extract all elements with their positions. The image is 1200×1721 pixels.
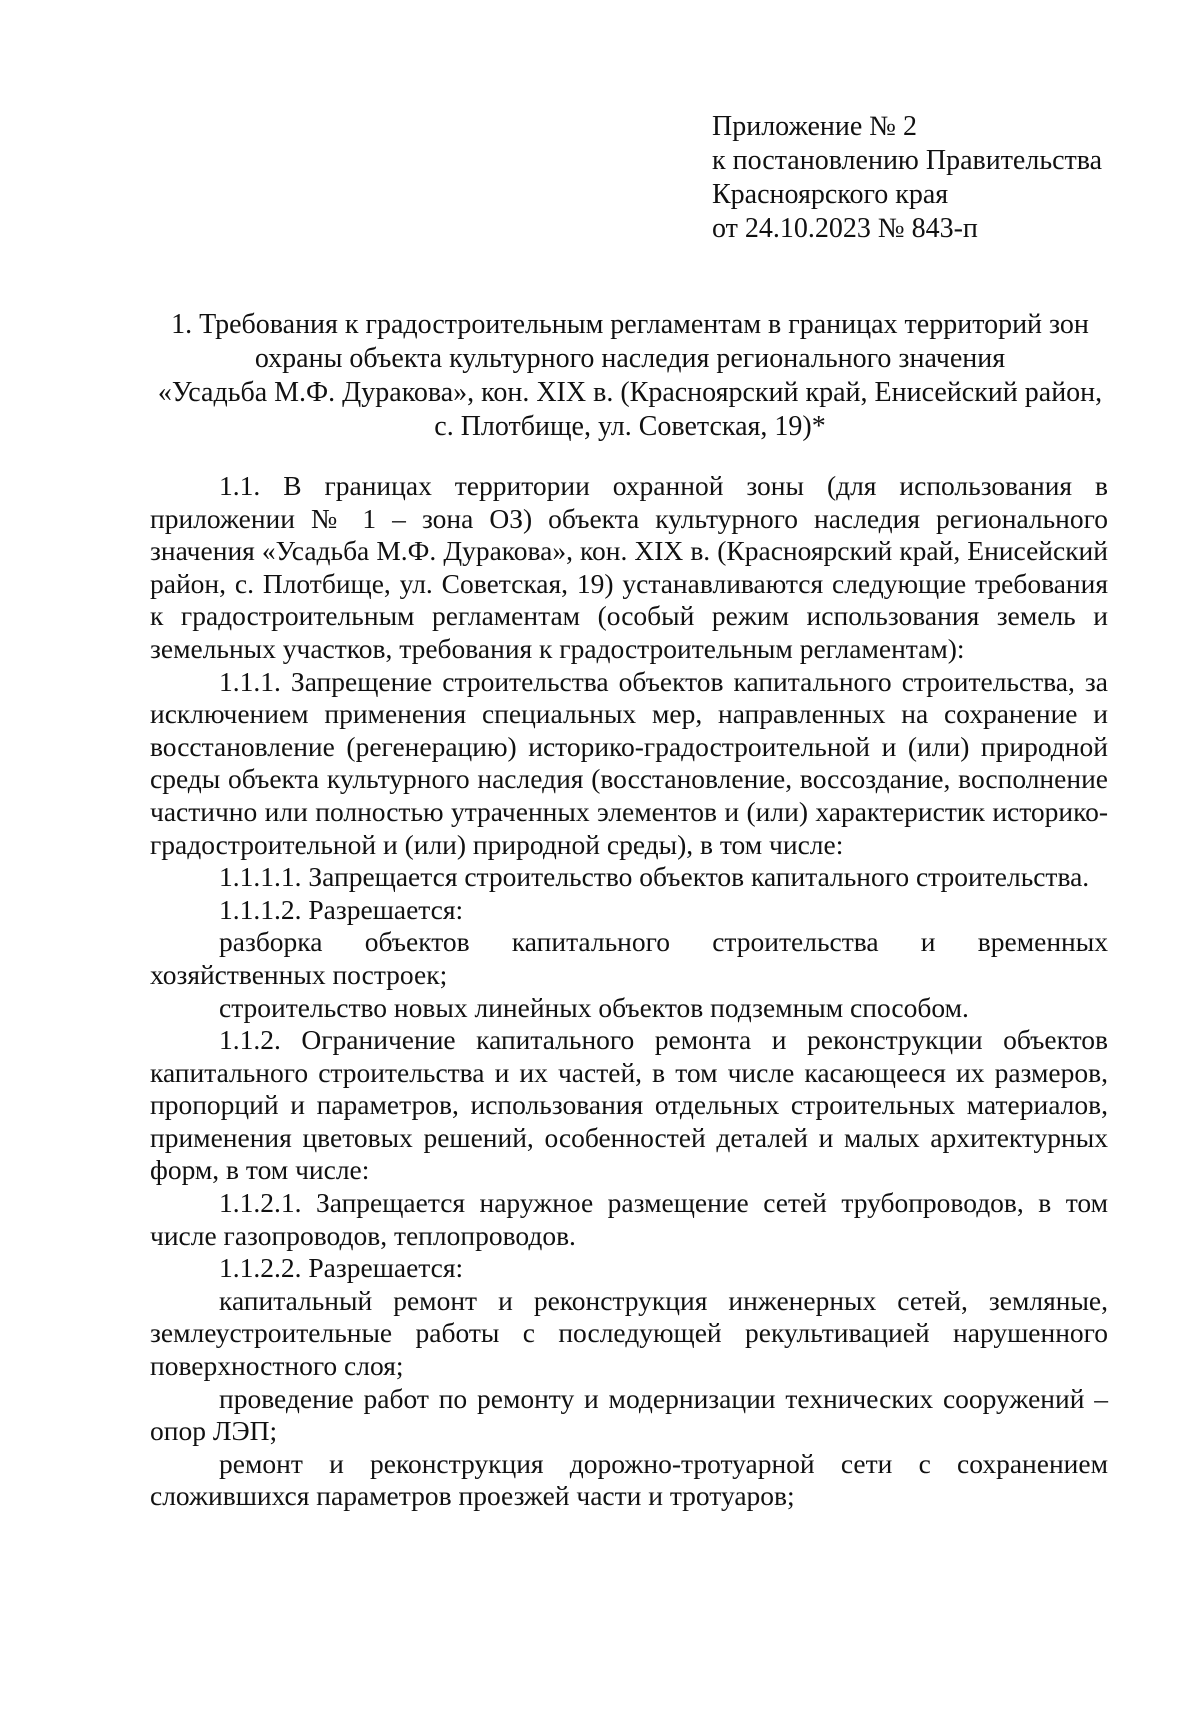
appendix-line: Красноярского края xyxy=(712,179,949,210)
paragraph-1-1-1: 1.1.1. Запрещение строительства объектов капитального строительства, за исключением применения специальных мер, направленных на сохранение и восстановление (регенерацию) историко-градостроительной и (или) природной среды объекта культурного наследия (восстановление, воссоздание, восполнение частично или полностью утраченных элементов и (или) характеристик историко-градостроительной и (или) природной среды), в том числе: xyxy=(150,665,1108,860)
section-title xyxy=(150,308,1110,444)
list-item-linear-objects: строительство новых линейных объектов подземным способом. xyxy=(219,991,969,1023)
paragraph-1-1-2-1: 1.1.2.1. Запрещается наружное размещение сетей трубопроводов, в том числе газопроводов, теплопроводов. xyxy=(150,1187,1108,1251)
list-item-power-line-supports: проведение работ по ремонту и модернизации технических сооружений – опор ЛЭП; xyxy=(150,1382,1108,1447)
list-item-dismantling: разборка объектов капитального строительства и временных хозяйственных построек; xyxy=(150,926,1108,990)
paragraph-1-1-2: 1.1.2. Ограничение капитального ремонта и реконструкции объектов капитального строительства и их частей, в том числе касающееся их размеров, пропорций и параметров, использования отдельных строительных материалов, применения цветовых решений, особенностей деталей и малых архитектурных форм, в том числе: xyxy=(150,1024,1108,1186)
paragraph-1-1-1-1: 1.1.1.1. Запрещается строительство объектов капитального строительства. xyxy=(219,861,1090,893)
title-line: охраны объекта культурного наследия регионального значения xyxy=(254,343,1006,374)
title-line: с. Плотбище, ул. Советская, 19)* xyxy=(434,411,826,442)
appendix-line: к постановлению Правительства xyxy=(712,145,1103,176)
title-line: 1. Требования к градостроительным регламентам в границах территорий зон xyxy=(171,309,1089,340)
paragraph-1-1-1-2: 1.1.1.2. Разрешается: xyxy=(219,893,464,925)
paragraph-1-1-2-2: 1.1.2.2. Разрешается: xyxy=(219,1252,464,1284)
appendix-header xyxy=(712,110,1152,246)
document-body xyxy=(150,470,1108,1513)
list-item-road-network: ремонт и реконструкция дорожно-тротуарной сети с сохранением сложившихся параметров проезжей части и тротуаров; xyxy=(150,1447,1108,1512)
appendix-line: от 24.10.2023 № 843-п xyxy=(712,213,978,244)
appendix-line: Приложение № 2 xyxy=(712,111,917,142)
list-item-engineering-networks: капитальный ремонт и реконструкция инженерных сетей, земляные, землеустроительные работы с последующей рекультивацией нарушенного поверхностного слоя; xyxy=(150,1284,1108,1382)
paragraph-1-1: 1.1. В границах территории охранной зоны (для использования в приложении № 1 – зона ОЗ) объекта культурного наследия регионального значения «Усадьба М.Ф. Дуракова», кон. XIX в. (Красноярский край, Енисейский район, с. Плотбище, ул. Советская, 19) устанавливаются следующие требования к градостроительным регламентам (особый режим использования земель и земельных участков, требования к градостроительным регламентам): xyxy=(150,470,1108,664)
title-line: «Усадьба М.Ф. Дуракова», кон. XIX в. (Красноярский край, Енисейский район, xyxy=(157,377,1103,408)
